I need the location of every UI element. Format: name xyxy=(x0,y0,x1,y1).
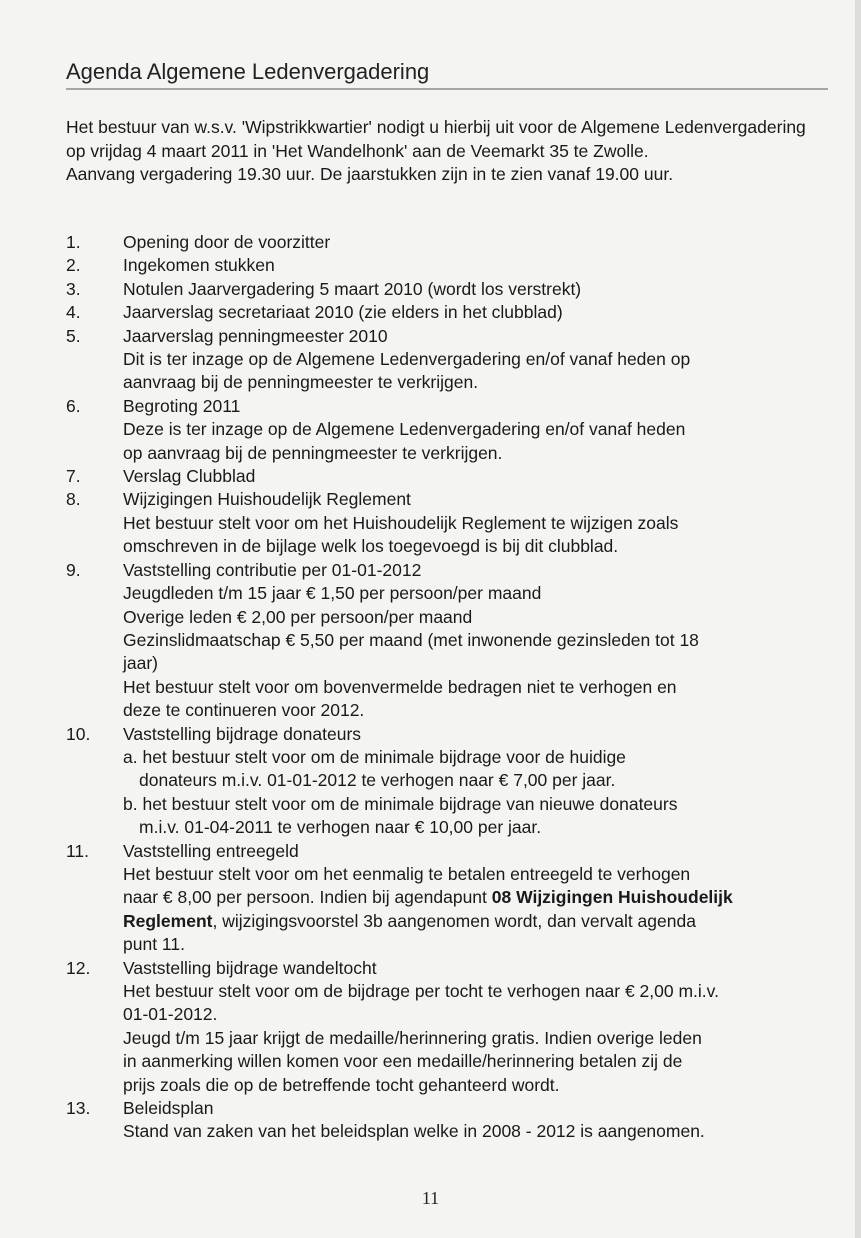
item-title: Jaarverslag secretariaat 2010 (zie elders in het clubblad) xyxy=(123,302,563,323)
page-title: Agenda Algemene Ledenvergadering xyxy=(66,59,430,84)
item-text-part: , wijzigingsvoorstel 3b aangenomen wordt, dan vervalt agenda xyxy=(212,910,696,931)
item-text: Het bestuur stelt voor om de bijdrage per tocht te verhogen naar € 2,00 m.i.v. xyxy=(123,981,719,1001)
agenda-item-11 xyxy=(66,840,826,957)
item-title: Vaststelling bijdrage donateurs xyxy=(123,723,362,744)
item-title: Vaststelling bijdrage wandeltocht xyxy=(123,957,377,978)
sub-item-b-cont: m.i.v. 01-04-2011 te verhogen naar € 10,00 per jaar. xyxy=(139,817,542,838)
item-text: Overige leden € 2,00 per persoon/per maand xyxy=(123,606,473,627)
agenda-list xyxy=(66,231,826,1144)
agenda-item-8 xyxy=(66,488,826,558)
intro-text xyxy=(66,116,826,187)
agenda-item-5 xyxy=(66,325,826,395)
item-text-part: naar € 8,00 per persoon. Indien bij agendapunt xyxy=(123,887,492,908)
page-number: 11 xyxy=(421,1188,440,1208)
item-title: Wijzigingen Huishoudelijk Reglement xyxy=(123,489,411,510)
agenda-item-13 xyxy=(66,1097,826,1144)
item-text: Jeugdleden t/m 15 jaar € 1,50 per persoon/per maand xyxy=(123,583,542,604)
item-title: Opening door de voorzitter xyxy=(123,232,331,252)
item-text: jaar) xyxy=(123,653,159,674)
agenda-item-1 xyxy=(66,231,826,254)
item-text: prijs zoals die op de betreffende tocht gehanteerd wordt. xyxy=(123,1074,560,1095)
item-text: Het bestuur stelt voor om bovenvermelde bedragen niet te verhogen en xyxy=(123,676,677,697)
item-number: 10. xyxy=(66,723,91,744)
item-text: in aanmerking willen komen voor een medaille/herinnering betalen zij de xyxy=(123,1051,683,1072)
item-text xyxy=(123,910,826,933)
item-number: 3. xyxy=(66,278,81,299)
item-text: 01-01-2012. xyxy=(123,1004,218,1025)
item-text: deze te continueren voor 2012. xyxy=(123,700,365,721)
item-text: Deze is ter inzage op de Algemene Ledenvergadering en/of vanaf heden xyxy=(123,419,686,440)
item-title: Vaststelling entreegeld xyxy=(123,840,299,861)
item-text: op aanvraag bij de penningmeester te verkrijgen. xyxy=(123,442,503,463)
item-text: Jeugd t/m 15 jaar krijgt de medaille/herinnering gratis. Indien overige leden xyxy=(123,1027,702,1048)
item-title: Vaststelling contributie per 01-01-2012 xyxy=(123,559,422,580)
agenda-reference: 08 Wijzigingen Huishoudelijk xyxy=(491,887,733,908)
agenda-item-3 xyxy=(66,278,826,301)
title-rule xyxy=(66,88,828,90)
item-number: 9. xyxy=(66,559,81,580)
item-text: punt 11. xyxy=(123,934,185,955)
item-title: Ingekomen stukken xyxy=(123,255,275,276)
item-number: 11. xyxy=(66,840,90,861)
item-number: 7. xyxy=(66,466,81,487)
item-text: Stand van zaken van het beleidsplan welke in 2008 - 2012 is aangenomen. xyxy=(123,1121,705,1142)
sub-item-b: b. het bestuur stelt voor om de minimale bijdrage van nieuwe donateurs xyxy=(123,793,678,814)
item-number: 4. xyxy=(66,302,81,323)
item-text xyxy=(123,886,826,909)
intro-paragraph: Het bestuur van w.s.v. 'Wipstrikkwartier' nodigt u hierbij uit voor de Algemene Ledenvergadering op vrijdag 4 maart 2011 in 'Het Wandelhonk' aan de Veemarkt 35 te Zwolle. xyxy=(66,117,806,161)
item-title: Beleidsplan xyxy=(123,1098,214,1119)
item-number: 12. xyxy=(66,957,91,978)
sub-item-a: a. het bestuur stelt voor om de minimale bijdrage voor de huidige xyxy=(123,746,626,767)
page-edge xyxy=(855,0,861,1238)
item-text: Het bestuur stelt voor om het eenmalig te betalen entreegeld te verhogen xyxy=(123,863,691,884)
item-title: Notulen Jaarvergadering 5 maart 2010 (wordt los verstrekt) xyxy=(123,278,582,299)
item-number: 5. xyxy=(66,325,81,346)
item-number: 8. xyxy=(66,489,81,510)
agenda-item-9 xyxy=(66,559,826,723)
item-number: 1. xyxy=(66,232,81,252)
item-number: 13. xyxy=(66,1098,91,1119)
item-title: Verslag Clubblad xyxy=(123,466,256,487)
item-title: Begroting 2011 xyxy=(123,395,241,416)
item-text: aanvraag bij de penningmeester te verkrijgen. xyxy=(123,372,479,393)
agenda-item-4 xyxy=(66,301,826,324)
item-text: Het bestuur stelt voor om het Huishoudelijk Reglement te wijzigen zoals xyxy=(123,512,679,533)
item-text: Gezinslidmaatschap € 5,50 per maand (met inwonende gezinsleden tot 18 xyxy=(123,629,699,650)
item-number: 6. xyxy=(66,395,81,416)
item-text: omschreven in de bijlage welk los toegevoegd is bij dit clubblad. xyxy=(123,536,619,557)
item-title: Jaarverslag penningmeester 2010 xyxy=(123,325,388,346)
agenda-reference-cont: Reglement xyxy=(123,910,213,931)
agenda-item-7 xyxy=(66,465,826,488)
sub-item-a-cont: donateurs m.i.v. 01-01-2012 te verhogen naar € 7,00 per jaar. xyxy=(139,770,616,791)
item-text: Dit is ter inzage op de Algemene Ledenvergadering en/of vanaf heden op xyxy=(123,349,691,370)
item-number: 2. xyxy=(66,255,81,276)
agenda-item-6 xyxy=(66,395,826,465)
agenda-item-10 xyxy=(66,723,826,840)
agenda-item-12 xyxy=(66,957,826,1097)
agenda-item-2 xyxy=(66,254,826,277)
intro-start-time: Aanvang vergadering 19.30 uur. De jaarstukken zijn in te zien vanaf 19.00 uur. xyxy=(66,164,674,184)
